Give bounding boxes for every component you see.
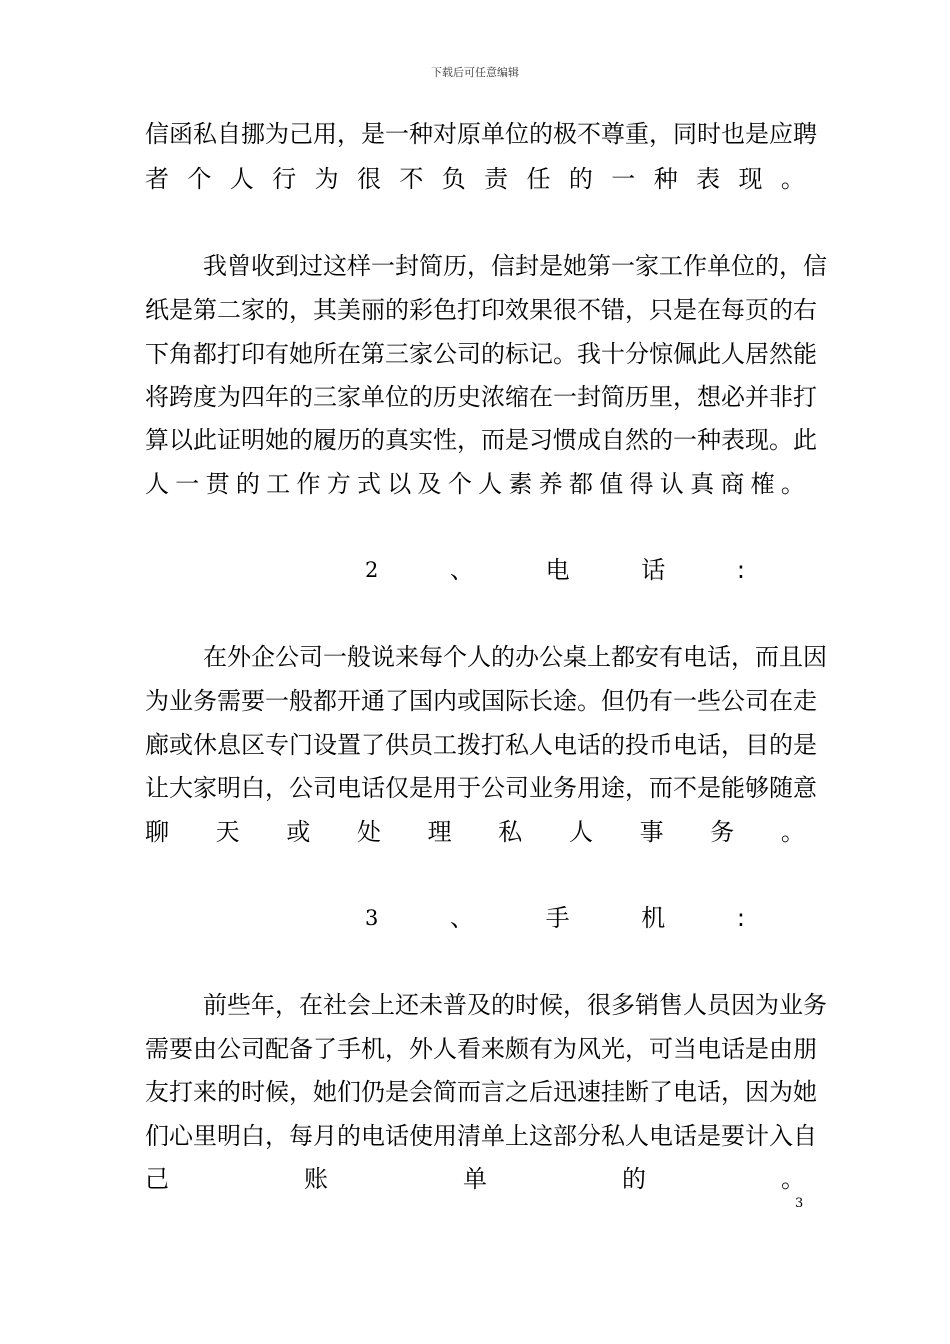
paragraph-3-line-5 xyxy=(145,810,805,854)
char: 负 xyxy=(441,165,466,193)
char: 人 xyxy=(145,470,169,498)
char: 任 xyxy=(526,165,551,193)
paragraph-4-line-4: 们心里明白，每月的电话使用清单上这部分私人电话是要计入自 xyxy=(145,1122,817,1150)
paragraph-2-line-2: 纸是第二家的，其美丽的彩色打印效果很不错，只是在每页的右 xyxy=(145,296,817,324)
char: 己 xyxy=(145,1165,169,1193)
paragraph-3-line-3: 廊或休息区专门设置了供员工拨打私人电话的投币电话，目的是 xyxy=(145,731,817,759)
paragraph-1-line-1: 信函私自挪为己用，是一种对原单位的极不尊重，同时也是应聘 xyxy=(145,120,817,148)
char: 。 xyxy=(780,470,805,498)
heading-char: 机 xyxy=(641,904,666,932)
char: 行 xyxy=(272,165,297,193)
char: 得 xyxy=(629,470,654,498)
heading-colon: : xyxy=(736,904,745,932)
char: 很 xyxy=(356,165,381,193)
paragraph-2-line-3: 下角都打印有她所在第三家公司的标记。我十分惊佩此人居然能 xyxy=(145,340,817,368)
heading-char: 话 xyxy=(641,556,666,584)
paragraph-4-line-3: 友打来的时候，她们仍是会简而言之后迅速挂断了电话，因为她 xyxy=(145,1078,817,1106)
char: 责 xyxy=(484,165,509,193)
char: 聊 xyxy=(145,818,169,846)
char: 处 xyxy=(356,818,381,846)
char: 。 xyxy=(780,165,805,193)
char: 人 xyxy=(478,470,503,498)
char: 单 xyxy=(463,1165,487,1193)
heading-separator: 、 xyxy=(450,556,474,584)
paragraph-2-line-4: 将跨度为四年的三家单位的历史浓缩在一封简历里，想必并非打 xyxy=(145,383,817,411)
char: 一 xyxy=(611,165,636,193)
char: 。 xyxy=(780,818,805,846)
paragraph-2-line-5: 算以此证明她的履历的真实性，而是习惯成自然的一种表现。此 xyxy=(145,426,817,454)
paragraph-3-line-2: 为业务需要一般都开通了国内或国际长途。但仍有一些公司在走 xyxy=(145,687,817,715)
paragraph-2-line-1: 我曾收到过这样一封简历，信封是她第一家工作单位的，信 xyxy=(203,252,827,280)
heading-separator: 、 xyxy=(450,904,474,932)
char: 私 xyxy=(498,818,523,846)
char: 方 xyxy=(326,470,351,498)
char: 式 xyxy=(356,470,381,498)
char: 的 xyxy=(568,165,593,193)
char: 的 xyxy=(235,470,260,498)
char: 者 xyxy=(145,165,169,193)
char: 事 xyxy=(639,818,664,846)
char: 为 xyxy=(314,165,339,193)
char: 务 xyxy=(710,818,735,846)
char: 或 xyxy=(286,818,311,846)
char: 的 xyxy=(622,1165,646,1193)
char: 理 xyxy=(427,818,452,846)
paragraph-4-line-2: 需要由公司配备了手机，外人看来颇有为风光，可当电话是由朋 xyxy=(145,1035,817,1063)
page-number: 3 xyxy=(795,1196,804,1211)
section-heading-phone xyxy=(365,548,745,592)
char: 以 xyxy=(387,470,412,498)
char: 人 xyxy=(568,818,593,846)
char: 及 xyxy=(417,470,442,498)
char: 值 xyxy=(599,470,624,498)
char: 榷 xyxy=(750,470,775,498)
char: 人 xyxy=(229,165,254,193)
heading-number: 3 xyxy=(365,906,379,930)
section-heading-mobile xyxy=(365,896,745,940)
heading-number: 2 xyxy=(365,558,379,582)
char: 真 xyxy=(690,470,715,498)
char: 认 xyxy=(659,470,684,498)
char: 养 xyxy=(538,470,563,498)
char: 作 xyxy=(296,470,321,498)
page-header: 下载后可任意编辑 xyxy=(431,66,519,79)
char: 不 xyxy=(399,165,424,193)
heading-colon: : xyxy=(736,556,745,584)
char: 天 xyxy=(215,818,240,846)
paragraph-2-line-6 xyxy=(145,462,805,506)
paragraph-3-line-1: 在外企公司一般说来每个人的办公桌上都安有电话，而且因 xyxy=(203,643,827,671)
char: 商 xyxy=(720,470,745,498)
char: 个 xyxy=(447,470,472,498)
heading-char: 手 xyxy=(545,904,570,932)
heading-char: 电 xyxy=(545,556,570,584)
char: 一 xyxy=(175,470,200,498)
char: 现 xyxy=(738,165,763,193)
paragraph-1-line-2 xyxy=(145,157,805,201)
char: 贯 xyxy=(205,470,230,498)
char: 种 xyxy=(653,165,678,193)
char: 个 xyxy=(187,165,212,193)
char: 都 xyxy=(568,470,593,498)
char: 素 xyxy=(508,470,533,498)
paragraph-3-line-4: 让大家明白，公司电话仅是用于公司业务用途，而不是能够随意 xyxy=(145,774,817,802)
char: 账 xyxy=(304,1165,328,1193)
char: 。 xyxy=(781,1165,805,1193)
paragraph-4-line-5 xyxy=(145,1157,805,1201)
paragraph-4-line-1: 前些年，在社会上还未普及的时候，很多销售人员因为业务 xyxy=(203,991,827,1019)
char: 工 xyxy=(266,470,291,498)
char: 表 xyxy=(696,165,721,193)
